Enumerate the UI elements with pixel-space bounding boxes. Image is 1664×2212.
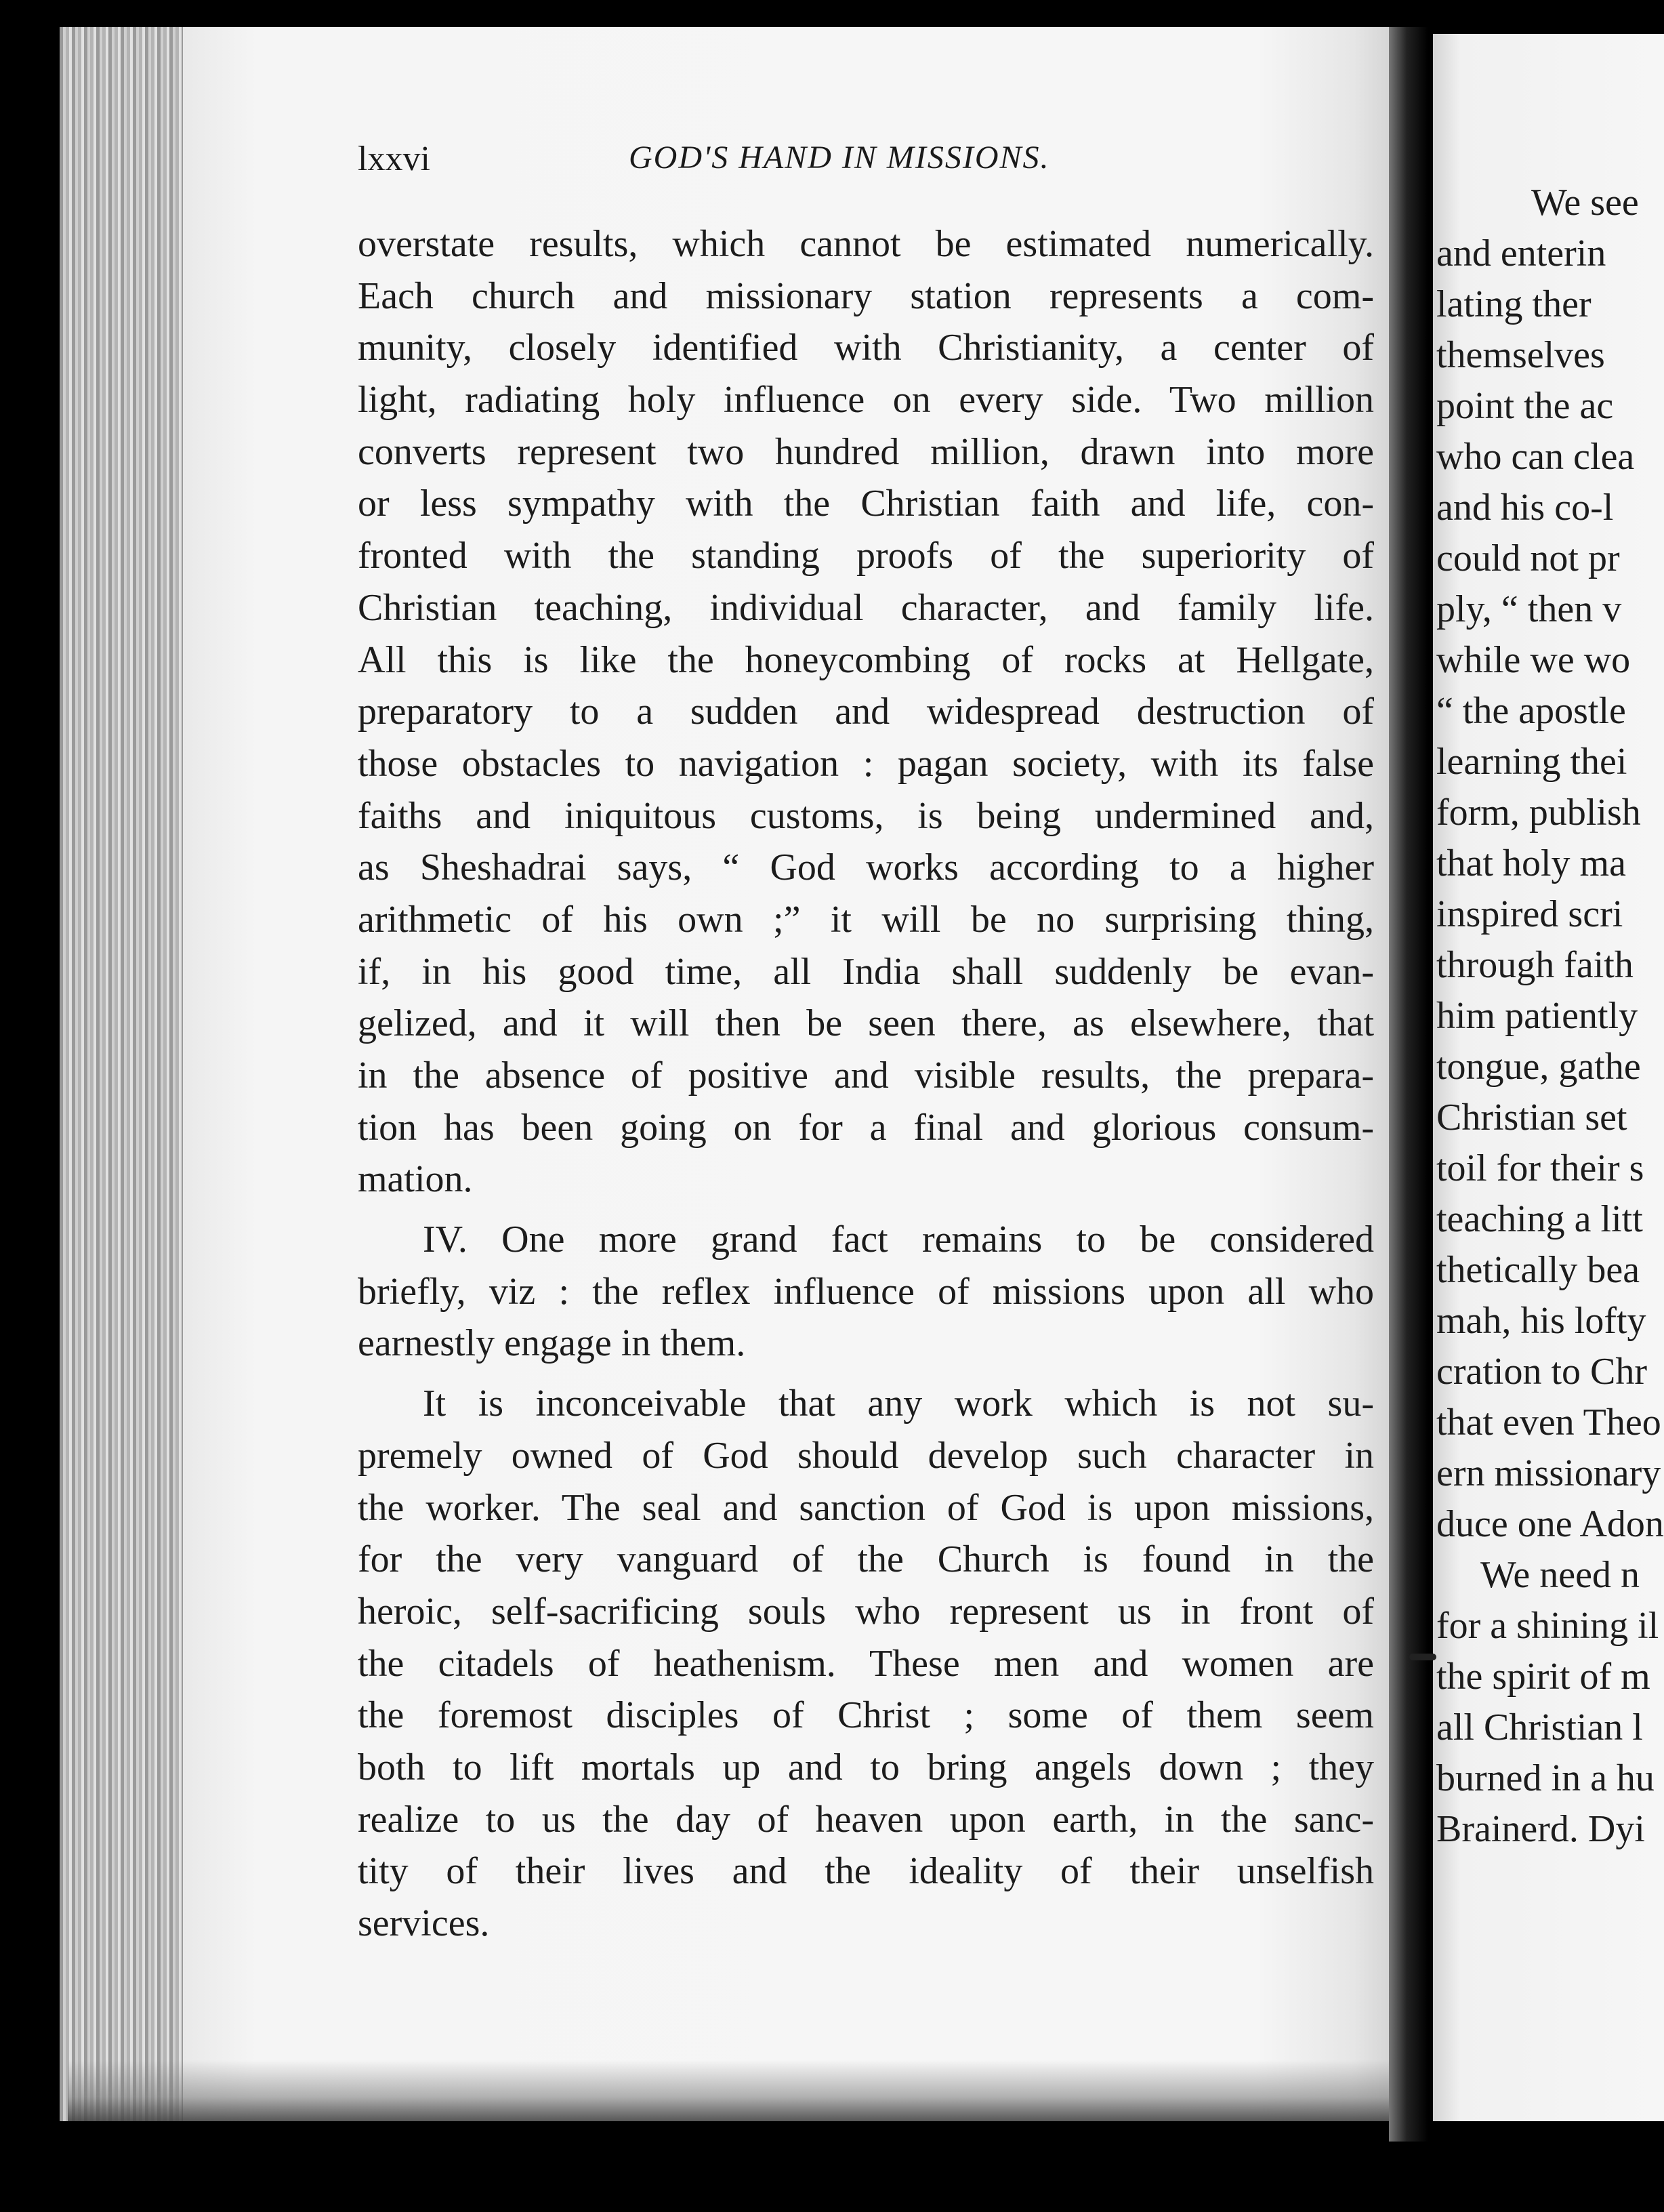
text-line: for the very vanguard of the Church is found in the bbox=[358, 1538, 1374, 1581]
text-line: We see bbox=[1531, 182, 1639, 224]
running-title: GOD'S HAND IN MISSIONS. bbox=[629, 140, 1050, 176]
text-line: thetically bea bbox=[1436, 1249, 1640, 1291]
text-line: teaching a litt bbox=[1436, 1198, 1643, 1240]
text-line: realize to us the day of heaven upon earth, in the sanc- bbox=[358, 1798, 1374, 1841]
ink-smudge bbox=[1409, 1654, 1436, 1660]
text-line: All this is like the honeycombing of rocks at Hellgate, bbox=[358, 638, 1374, 681]
text-line: Christian set bbox=[1436, 1097, 1627, 1139]
text-line: inspired scri bbox=[1436, 893, 1623, 935]
text-line: the worker. The seal and sanction of God is upon missions, bbox=[358, 1486, 1374, 1529]
text-line: tion has been going on for a final and glorious consum- bbox=[358, 1106, 1374, 1149]
text-line: faiths and iniquitous customs, is being undermined and, bbox=[358, 794, 1374, 837]
text-line: premely owned of God should develop such character in bbox=[358, 1434, 1374, 1477]
text-line: point the ac bbox=[1436, 385, 1614, 427]
text-line: mah, his lofty bbox=[1436, 1300, 1646, 1342]
text-line: Christian teaching, individual character, and family life. bbox=[358, 586, 1374, 629]
text-line: converts represent two hundred million, drawn into more bbox=[358, 430, 1374, 473]
text-line: could not pr bbox=[1436, 537, 1620, 579]
page-bottom-shadow bbox=[68, 2060, 1416, 2121]
text-line: form, publish bbox=[1436, 792, 1641, 834]
text-line: for a shining il bbox=[1436, 1605, 1659, 1647]
text-line: services. bbox=[358, 1902, 490, 1944]
text-line: themselves bbox=[1436, 334, 1605, 376]
paragraph bbox=[358, 1378, 1374, 1950]
text-line: the foremost disciples of Christ ; some of them seem bbox=[358, 1694, 1374, 1737]
text-line: that even Theo bbox=[1436, 1401, 1661, 1443]
text-line: briefly, viz : the reflex influence of missions upon all who bbox=[358, 1270, 1374, 1313]
text-line: the spirit of m bbox=[1436, 1656, 1650, 1698]
text-line: both to lift mortals up and to bring angels down ; they bbox=[358, 1746, 1374, 1788]
text-line: overstate results, which cannot be estimated numerically. bbox=[358, 223, 1374, 265]
text-line: IV. One more grand fact remains to be considered bbox=[423, 1218, 1374, 1261]
text-line: and enterin bbox=[1436, 232, 1606, 274]
text-line: tity of their lives and the ideality of their unselfish bbox=[358, 1850, 1374, 1893]
text-line: toil for their s bbox=[1436, 1147, 1644, 1189]
text-line: preparatory to a sudden and widespread destruction of bbox=[358, 691, 1374, 733]
text-line: and his co-l bbox=[1436, 487, 1614, 529]
text-line: in the absence of positive and visible results, the prepara- bbox=[358, 1054, 1374, 1097]
text-line: mation. bbox=[358, 1158, 473, 1201]
text-line: ern missionary bbox=[1436, 1452, 1661, 1494]
text-line: earnestly engage in them. bbox=[358, 1322, 746, 1365]
page-number: lxxvi bbox=[358, 140, 430, 178]
text-line: as Sheshadrai says, “ God works according to a higher bbox=[358, 846, 1374, 889]
text-line: the citadels of heathenism. These men and women are bbox=[358, 1642, 1374, 1685]
text-line: duce one Adon bbox=[1436, 1503, 1664, 1545]
text-line: who can clea bbox=[1436, 436, 1635, 478]
paragraph bbox=[358, 1214, 1374, 1370]
text-line: gelized, and it will then be seen there, as elsewhere, that bbox=[358, 1002, 1374, 1045]
text-line: cration to Chr bbox=[1436, 1351, 1648, 1393]
text-line: while we wo bbox=[1436, 639, 1631, 681]
text-line: arithmetic of his own ;” it will be no surprising thing, bbox=[358, 898, 1374, 941]
text-line: It is inconceivable that any work which is not su- bbox=[423, 1382, 1374, 1425]
text-line: light, radiating holy influence on every side. Two million bbox=[358, 379, 1374, 422]
running-head bbox=[358, 139, 1381, 193]
text-line: or less sympathy with the Christian faith and life, con- bbox=[358, 483, 1374, 525]
text-line: Brainerd. Dyi bbox=[1436, 1808, 1645, 1850]
text-line: ply, “ then v bbox=[1436, 588, 1622, 630]
left-page-body bbox=[358, 218, 1374, 1950]
text-line: through faith bbox=[1436, 944, 1634, 986]
text-line: those obstacles to navigation : pagan society, with its false bbox=[358, 742, 1374, 785]
text-line: munity, closely identified with Christianity, a center of bbox=[358, 327, 1374, 369]
right-page-body bbox=[1436, 178, 1664, 1855]
text-line: burned in a hu bbox=[1436, 1757, 1655, 1799]
text-line: Each church and missionary station represents a com- bbox=[358, 274, 1374, 317]
text-line: We need n bbox=[1480, 1554, 1640, 1596]
text-line: fronted with the standing proofs of the superiority of bbox=[358, 535, 1374, 577]
paragraph bbox=[358, 218, 1374, 1206]
text-line: “ the apostle bbox=[1436, 690, 1626, 732]
text-line: that holy ma bbox=[1436, 842, 1626, 884]
text-line: him patiently bbox=[1436, 995, 1638, 1037]
text-line: if, in his good time, all India shall suddenly be evan- bbox=[358, 950, 1374, 993]
text-line: learning thei bbox=[1436, 741, 1627, 783]
page-edges bbox=[60, 27, 192, 2121]
text-line: tongue, gathe bbox=[1436, 1046, 1641, 1088]
text-line: lating ther bbox=[1436, 283, 1592, 325]
text-line: all Christian l bbox=[1436, 1706, 1643, 1748]
text-line: heroic, self-sacrificing souls who represent us in front of bbox=[358, 1590, 1374, 1633]
